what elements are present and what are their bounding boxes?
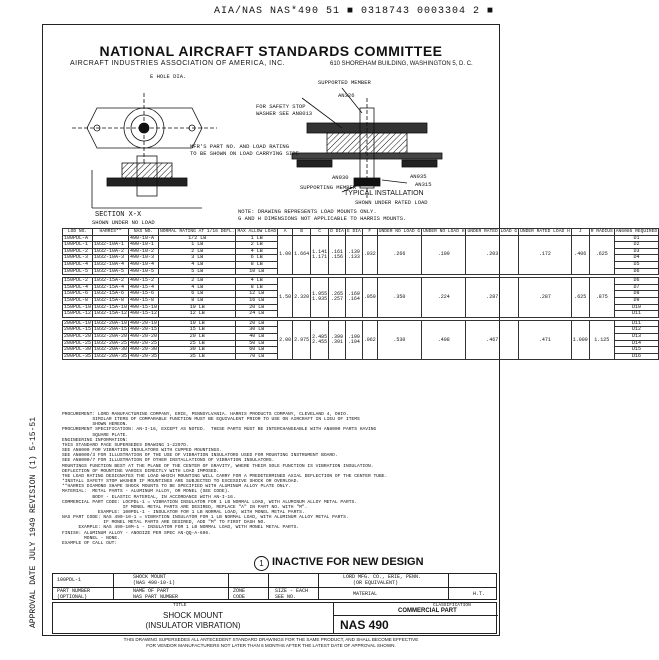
table-cell: 490-15-6 bbox=[129, 291, 159, 298]
table-cell: 6 LB bbox=[159, 291, 236, 298]
organization-name: AIRCRAFT INDUSTRIES ASSOCIATION OF AMERICA, INC. bbox=[70, 60, 286, 67]
table-header-cell: J bbox=[571, 229, 589, 236]
table-cell: 1.664 bbox=[293, 235, 311, 275]
table-cell: .530 bbox=[377, 320, 421, 360]
table-cell: 200PDL-30 bbox=[64, 346, 92, 353]
table-cell: .139 .133 bbox=[345, 235, 362, 275]
callout-equivalent: (OR EQUIVALENT) bbox=[353, 580, 399, 586]
table-header-cell: NAS NO. bbox=[129, 229, 159, 236]
table-cell: .032 bbox=[362, 235, 377, 275]
header-size-each: SIZE - EACH SEE NO. bbox=[275, 588, 309, 600]
header-name-of-part: NAME OF PART bbox=[133, 588, 170, 594]
table-cell: 1032-15A-8 bbox=[93, 297, 129, 304]
title-block bbox=[52, 602, 497, 634]
table-cell: 1.00 bbox=[278, 235, 293, 275]
note-line: BODY - ELASTIC MATERIAL, IN ACCORDANCE WITH AN-I-16. bbox=[62, 494, 236, 500]
note-line: ENGINEERING INFORMATION: bbox=[62, 437, 129, 443]
table-cell: 10 LB bbox=[159, 304, 236, 311]
note-line: MONEL - NONE. bbox=[62, 535, 120, 541]
supersede-note: THIS DRAWING SUPERSEDES ALL ANTECEDENT STANDARD DRAWINGS FOR THE SAME PRODUCT, AND SHALL BECOME EFFECTIVE FOR VENDOR MANUFACTURERS NOT LATER THAN 6 MONTHS AFTER THE LATEST DATE OF APPROVAL SHOWN. bbox=[123, 637, 419, 648]
table-cell: D2 bbox=[614, 242, 658, 249]
table-cell: 1032-20A-30 bbox=[94, 346, 128, 353]
nas-number: NAS 490 bbox=[340, 618, 389, 632]
table-cell: 150PDL-10 bbox=[64, 303, 92, 310]
table-cell: 2.320 bbox=[293, 278, 311, 318]
table-header-cell: UNDER NO LOAD H bbox=[423, 229, 465, 235]
header-part-number: PART NUMBER bbox=[57, 588, 91, 594]
table-cell: .875 bbox=[589, 278, 614, 318]
table-cell: 2.00 bbox=[278, 320, 293, 360]
revision-circle: 1 bbox=[254, 556, 269, 571]
table-cell: 200PDL-10 bbox=[64, 319, 92, 326]
document-code: AIA/NAS NAS*490 51 ■ 0318743 0003304 2 ■ bbox=[213, 6, 494, 17]
table-cell: D11 bbox=[614, 311, 658, 318]
note-line: **HARRIS DIAMOND SHAPE SHOCK MOUNTS TO BE SPECIFIED WITH ALUMINUM ALLOY PLATE ONLY. bbox=[62, 484, 291, 490]
table-header-cell: B bbox=[293, 229, 311, 236]
table-cell: .172 bbox=[519, 235, 572, 275]
label-supporting-member: SUPPORTING MEMBER bbox=[300, 184, 357, 191]
table-cell: 1032-20A-25 bbox=[94, 339, 128, 346]
table-cell: D6 bbox=[614, 268, 658, 275]
table-header-cell: NORMAL RATING AT 1/16 DEFL. bbox=[160, 229, 235, 235]
classification-value: COMMERCIAL PART bbox=[398, 608, 457, 614]
table-cell: 5 LB bbox=[159, 268, 236, 275]
table-cell: 100PDL-5 bbox=[63, 268, 93, 275]
table-cell: 2 LB bbox=[236, 242, 278, 249]
table-cell: 4 LB bbox=[236, 278, 278, 285]
table-cell: D16 bbox=[614, 353, 658, 360]
table-cell: .224 bbox=[422, 278, 466, 318]
table-cell: 70 LB bbox=[236, 353, 278, 360]
table-cell: 8 LB bbox=[236, 284, 278, 291]
table-cell: .169 .164 bbox=[345, 278, 362, 318]
table-cell: .287 bbox=[519, 278, 572, 318]
table-cell: 12 LB bbox=[159, 311, 236, 318]
table-header-cell: D DIA bbox=[330, 229, 344, 235]
note-line: MATERIAL: METAL PARTS - ALUMINUM ALLOY, OR MONEL (SEE CODE). bbox=[62, 489, 231, 495]
engineering-notes bbox=[62, 412, 497, 552]
table-cell: 150PDL-4 bbox=[63, 284, 93, 291]
label-rated-load: SHOWN UNDER RATED LOAD bbox=[355, 199, 428, 206]
table-cell: D10 bbox=[614, 304, 658, 311]
table-cell: 490-20-30 bbox=[130, 346, 158, 353]
table-header-cell: A bbox=[278, 229, 293, 236]
callout-nas-number: (NAS 490-10-1) bbox=[133, 580, 176, 586]
note-line: SIMILAR ITEMS OF COMPARABLE FUNCTION MUST BE EQUIVALENT PRIOR TO USE ON AIRCRAFT IN LIEU OF ITEMS bbox=[62, 417, 360, 423]
table-cell: 490-10-A bbox=[129, 235, 159, 242]
table-header-cell: F bbox=[362, 229, 377, 236]
note-line: SEE AN8000/7 FOR ILLUSTRATION OF OTHER INSTALLATIONS OF VIBRATION INSULATORS. bbox=[62, 458, 275, 464]
table-cell: 15 LB bbox=[159, 327, 236, 334]
table-header-cell: UNDER NO LOAD G bbox=[378, 229, 421, 235]
table-cell: 1032-20A-35 bbox=[94, 352, 128, 359]
table-cell: 1032-15A-2 bbox=[93, 278, 129, 285]
table-cell: D9 bbox=[614, 297, 658, 304]
table-cell: .062 bbox=[362, 320, 377, 360]
table-cell: 490-10-4 bbox=[129, 261, 159, 268]
note-line: THE LOAD RATING DESIGNATES THE LOAD WHICH MOUNTING WILL CARRY FOR A PREDETERMINED AXIAL DEFLECTION OF THE CENTER TUBE. bbox=[62, 473, 388, 479]
table-cell: 1 LB bbox=[159, 242, 236, 249]
table-cell: .109 bbox=[422, 235, 466, 275]
table-cell: 150PDL-6 bbox=[63, 291, 93, 298]
table-cell: 1032-10A-5 bbox=[93, 268, 129, 275]
label-safety-stop: FOR SAFETY STOP WASHER SEE AN8013 bbox=[256, 103, 313, 117]
table-cell: 4 LB bbox=[236, 248, 278, 255]
table-cell: 20 LB bbox=[159, 333, 236, 340]
table-cell: 2.485 2.455 bbox=[311, 320, 329, 360]
table-cell: 1032-10A-4 bbox=[93, 261, 129, 268]
classification-label: CLASSIFICATION bbox=[433, 603, 471, 608]
table-cell: .050 bbox=[362, 278, 377, 318]
table-cell: 100PDL-A bbox=[63, 235, 93, 242]
note-line: SEE AN8000 FOR VIBRATION INSULATORS WITH CUPPED MOUNTINGS. bbox=[62, 448, 222, 454]
table-cell: 490-15-8 bbox=[129, 297, 159, 304]
title-line-2: (INSULATOR VIBRATION) bbox=[145, 621, 241, 630]
callout-manufacturer: LORD MFG. CO., ERIE, PENN. bbox=[343, 574, 422, 580]
table-cell: .266 bbox=[377, 235, 421, 275]
table-cell: D8 bbox=[614, 291, 658, 298]
note-line: COMMERCIAL PART CODE: LOCPDL-1 = VIBRATION INSULATOR FOR 1 LB NORMAL LOAD, WITH ALUMINUM ALLOY METAL PARTS. bbox=[62, 499, 357, 505]
note-line: DEFLECTION OF MOUNTING VARIES DIRECTLY WITH LOAD IMPOSED. bbox=[62, 468, 220, 474]
table-cell: 1.50 bbox=[278, 278, 293, 318]
table-cell: 100PDL-3 bbox=[63, 255, 93, 262]
approval-date: APPROVAL DATE JULY 1949 bbox=[29, 517, 38, 628]
table-cell: D3 bbox=[614, 248, 658, 255]
table-cell: D11 bbox=[614, 320, 658, 327]
table-cell: 3 LB bbox=[159, 255, 236, 262]
table-cell: 490-10-5 bbox=[129, 268, 159, 275]
table-cell: 10 LB bbox=[159, 320, 236, 327]
table-header-cell: UNDER RATED LOAD G bbox=[467, 229, 518, 235]
page-title: NATIONAL AIRCRAFT STANDARDS COMMITTEE bbox=[99, 43, 443, 59]
note-line: EXAMPLE: 100PDL-1 - INSULATOR FOR 1 LB NORMAL LOAD, WITH MONEL METAL PARTS. bbox=[62, 509, 305, 515]
table-cell: 10 LB bbox=[236, 268, 278, 275]
table-cell: .406 bbox=[571, 235, 589, 275]
title-label: TITLE bbox=[173, 603, 187, 608]
table-cell: 490-20-25 bbox=[130, 339, 158, 346]
label-e-hole: E HOLE DIA. bbox=[150, 73, 187, 80]
note-line: SHOWN HEREON. bbox=[62, 422, 129, 428]
table-cell: 60 LB bbox=[236, 347, 278, 354]
header-heat-treat: H.T. bbox=[473, 591, 486, 597]
table-header-cell: UNDER RATED LOAD H bbox=[520, 229, 570, 235]
callout-part-name: SHOCK MOUNT bbox=[133, 574, 167, 580]
label-mfr-part: MFR'S PART NO. AND LOAD RATING TO BE SHOWN ON LOAD CARRYING SIDE bbox=[190, 143, 299, 157]
table-cell: D4 bbox=[614, 255, 658, 262]
table-cell: 1.955 1.935 bbox=[311, 278, 329, 318]
note-line: THIS STANDARD PAGE SUPERSEDES DRAWING 1-2297D. bbox=[62, 442, 189, 448]
note-line: IF MONEL METAL PARTS ARE DESIRED, ADD "M" TO FIRST DASH NO. bbox=[62, 520, 266, 526]
table-cell: 4 LB bbox=[159, 261, 236, 268]
table-cell: 2.975 bbox=[293, 320, 311, 360]
header-material: MATERIAL bbox=[353, 591, 378, 597]
table-cell: .625 bbox=[571, 278, 589, 318]
table-cell: 490-15-12 bbox=[130, 310, 158, 317]
header-optional: (OPTIONAL) bbox=[57, 594, 88, 600]
table-header-cell: HARRIS** bbox=[93, 229, 129, 236]
label-an326: AN326 bbox=[338, 92, 355, 99]
table-cell: 2 LB bbox=[159, 248, 236, 255]
table-cell: .203 bbox=[466, 235, 519, 275]
note-line: *INSTALL SAFETY STOP WASHER IF MOUNTINGS ARE SUBJECTED TO EXCESSIVE SHOCK OR OVERLOAD. bbox=[62, 479, 300, 485]
table-cell: 490-10-1 bbox=[129, 242, 159, 249]
table-cell: 24 LB bbox=[236, 311, 278, 318]
table-cell: 25 LB bbox=[159, 340, 236, 347]
table-cell: 4 LB bbox=[159, 284, 236, 291]
table-cell: D14 bbox=[614, 340, 658, 347]
table-cell: .471 bbox=[519, 320, 572, 360]
note-line: IF MONEL METAL PARTS ARE DESIRED, REPLACE "A" IN PART NO. WITH "M". bbox=[62, 504, 308, 510]
label-section: SECTION X-X bbox=[95, 211, 142, 219]
table-cell: 50 LB bbox=[236, 340, 278, 347]
table-cell: .161 .156 bbox=[329, 235, 346, 275]
note-line: EXAMPLE: NAS 490-10M-1 - INSULATOR FOR 1 LB NORMAL LOAD, WITH MONEL METAL PARTS. bbox=[62, 525, 300, 531]
table-cell: D13 bbox=[614, 333, 658, 340]
note-line: NAS PART CODE: NAS 490-10-1 = VIBRATION INSULATOR FOR 1 LB NORMAL LOAD, WITH ALUMINUM ALLOY METAL PARTS. bbox=[62, 515, 349, 521]
table-cell: 490-15-4 bbox=[129, 284, 159, 291]
note-line: PROCUREMENT SPECIFICATION: AN-I-16, EXCEPT AS NOTED. THESE PARTS MUST BE INTERCHANGEABLE WITH AN8000 PARTS HAVING bbox=[62, 427, 377, 433]
table-cell: 1032-10A-1 bbox=[93, 242, 129, 249]
table-cell: .399 .391 bbox=[329, 320, 346, 360]
table-cell: 20 LB bbox=[236, 320, 278, 327]
table-cell: 1032-20A-20 bbox=[94, 332, 128, 339]
table-cell: 200PDL-15 bbox=[64, 326, 92, 333]
organization-address: 610 SHOREHAM BUILDING, WASHINGTON 5, D. C. bbox=[330, 61, 473, 67]
table-cell: .287 bbox=[466, 278, 519, 318]
table-cell: D7 bbox=[614, 284, 658, 291]
callout-table bbox=[52, 573, 497, 600]
table-cell: 1032-20A-10 bbox=[94, 319, 128, 326]
revision-date: REVISION (1) 5-15-51 bbox=[29, 416, 38, 513]
table-cell: 1/2 LB bbox=[159, 235, 236, 242]
note-line: SQUARE PLATE. bbox=[62, 432, 129, 438]
table-header-cell: LOD NO. bbox=[63, 229, 93, 236]
table-cell: 490-15-10 bbox=[130, 303, 158, 310]
table-cell: D1 bbox=[614, 235, 658, 242]
table-cell: 490-15-2 bbox=[129, 278, 159, 285]
label-supported-member: SUPPORTED MEMBER bbox=[318, 79, 371, 86]
table-cell: 200PDL-20 bbox=[64, 332, 92, 339]
table-cell: 1032-10A-2 bbox=[93, 248, 129, 255]
table-cell: 35 LB bbox=[159, 353, 236, 360]
table-cell: D6 bbox=[614, 278, 658, 285]
table-cell: 100PDL-4 bbox=[63, 261, 93, 268]
title-line-1: SHOCK MOUNT bbox=[163, 611, 223, 620]
note-line: MOUNTINGS FUNCTION BEST AT THE PLANE OF THE CENTER OF GRAVITY, WHERE THEIR SOLE FUNCTION IS VIBRATION INSULATION. bbox=[62, 463, 374, 469]
table-cell: 6 LB bbox=[236, 255, 278, 262]
table-cell: .265 .257 bbox=[329, 278, 346, 318]
callout-part-number: 100PDL-1 bbox=[57, 577, 82, 583]
table-cell: 1.000 bbox=[571, 320, 589, 360]
header-nas-part-number: NAS PART NUMBER bbox=[133, 594, 179, 600]
table-cell: 200PDL-25 bbox=[64, 339, 92, 346]
note-line: SEE AN8000/3 FOR ILLUSTRATION OF THE USE OF VIBRATION INSULATORS USED FOR MOUNTING INSTRUMENT BOARD. bbox=[62, 453, 338, 459]
label-typical-installation: TYPICAL INSTALLATION bbox=[344, 190, 424, 197]
drawing-note-2: G AND H DIMENSIONS NOT APPLICABLE TO HARRIS MOUNTS. bbox=[238, 215, 407, 222]
drawing-note-1: NOTE: DRAWING REPRESENTS LOAD MOUNTS ONLY. bbox=[238, 208, 377, 215]
table-cell: 490-10-3 bbox=[129, 255, 159, 262]
table-header-cell: MAX ALLOW LOAD bbox=[237, 229, 277, 235]
table-cell: 1.125 bbox=[589, 320, 614, 360]
label-an930: AN930 bbox=[332, 174, 349, 181]
table-cell: .199 .194 bbox=[345, 320, 362, 360]
table-cell: .467 bbox=[466, 320, 519, 360]
table-cell: 1 LB bbox=[236, 235, 278, 242]
label-an315: AN315 bbox=[415, 181, 432, 188]
table-cell: 1032-15A-12 bbox=[94, 310, 128, 317]
table-cell: 1032-15A-6 bbox=[93, 291, 129, 298]
table-cell: 100PDL-1 bbox=[63, 242, 93, 249]
table-cell: 1032-20A-15 bbox=[94, 326, 128, 333]
table-cell: D15 bbox=[614, 347, 658, 354]
table-cell: 2 LB bbox=[159, 278, 236, 285]
table-cell: 1032-15A-10 bbox=[94, 303, 128, 310]
table-cell: 8 LB bbox=[236, 261, 278, 268]
table-cell: 200PDL-35 bbox=[64, 352, 92, 359]
label-an935: AN935 bbox=[410, 173, 427, 180]
table-header-cell: AN6085 REQUIRED bbox=[615, 229, 658, 235]
table-cell: .350 bbox=[377, 278, 421, 318]
table-cell: 490-20-10 bbox=[130, 319, 158, 326]
table-cell: 40 LB bbox=[236, 333, 278, 340]
table-cell: 30 LB bbox=[236, 327, 278, 334]
table-cell: 16 LB bbox=[236, 297, 278, 304]
table-cell: D5 bbox=[614, 261, 658, 268]
table-cell: 20 LB bbox=[236, 304, 278, 311]
table-cell: D12 bbox=[614, 327, 658, 334]
inactive-stamp: INACTIVE FOR NEW DESIGN bbox=[272, 556, 424, 568]
table-cell: 1032-15A-4 bbox=[93, 284, 129, 291]
note-line: FINISH: ALUMINUM ALLOY - ANODIZE PER SPEC AN-QQ-A-696. bbox=[62, 530, 211, 536]
note-line: EXAMPLE OF CALL OUT: bbox=[62, 540, 118, 546]
table-header-cell: R RADIUS bbox=[590, 229, 613, 235]
table-cell: 8 LB bbox=[159, 297, 236, 304]
table-cell: 12 LB bbox=[236, 291, 278, 298]
dimension-table bbox=[62, 228, 659, 360]
table-header-cell: C bbox=[311, 229, 329, 236]
table-cell: 1.141 1.171 bbox=[311, 235, 329, 275]
table-cell: 490-10-2 bbox=[129, 248, 159, 255]
table-cell: 1032-10A-3 bbox=[93, 255, 129, 262]
table-cell: 150PDL-8 bbox=[63, 297, 93, 304]
table-cell: 490-20-20 bbox=[130, 332, 158, 339]
table-cell: 150PDL-12 bbox=[64, 310, 92, 317]
table-cell: .408 bbox=[422, 320, 466, 360]
header-zone-code: ZONE CODE bbox=[233, 588, 246, 600]
table-cell: 490-20-15 bbox=[130, 326, 158, 333]
table-cell: 150PDL-2 bbox=[63, 278, 93, 285]
table-cell: .625 bbox=[589, 235, 614, 275]
label-section-no-load: SHOWN UNDER NO LOAD bbox=[92, 219, 155, 226]
table-cell: 30 LB bbox=[159, 347, 236, 354]
note-line: PROCUREMENT: LORD MANUFACTURING COMPANY, ERIE, PENNSYLVANIA. HARRIS PRODUCTS COMPANY, CLEVELAND 4, OHIO. bbox=[62, 412, 349, 417]
table-cell: 490-20-35 bbox=[130, 352, 158, 359]
table-cell: 100PDL-2 bbox=[63, 248, 93, 255]
table-header-cell: E DIA bbox=[346, 229, 361, 235]
